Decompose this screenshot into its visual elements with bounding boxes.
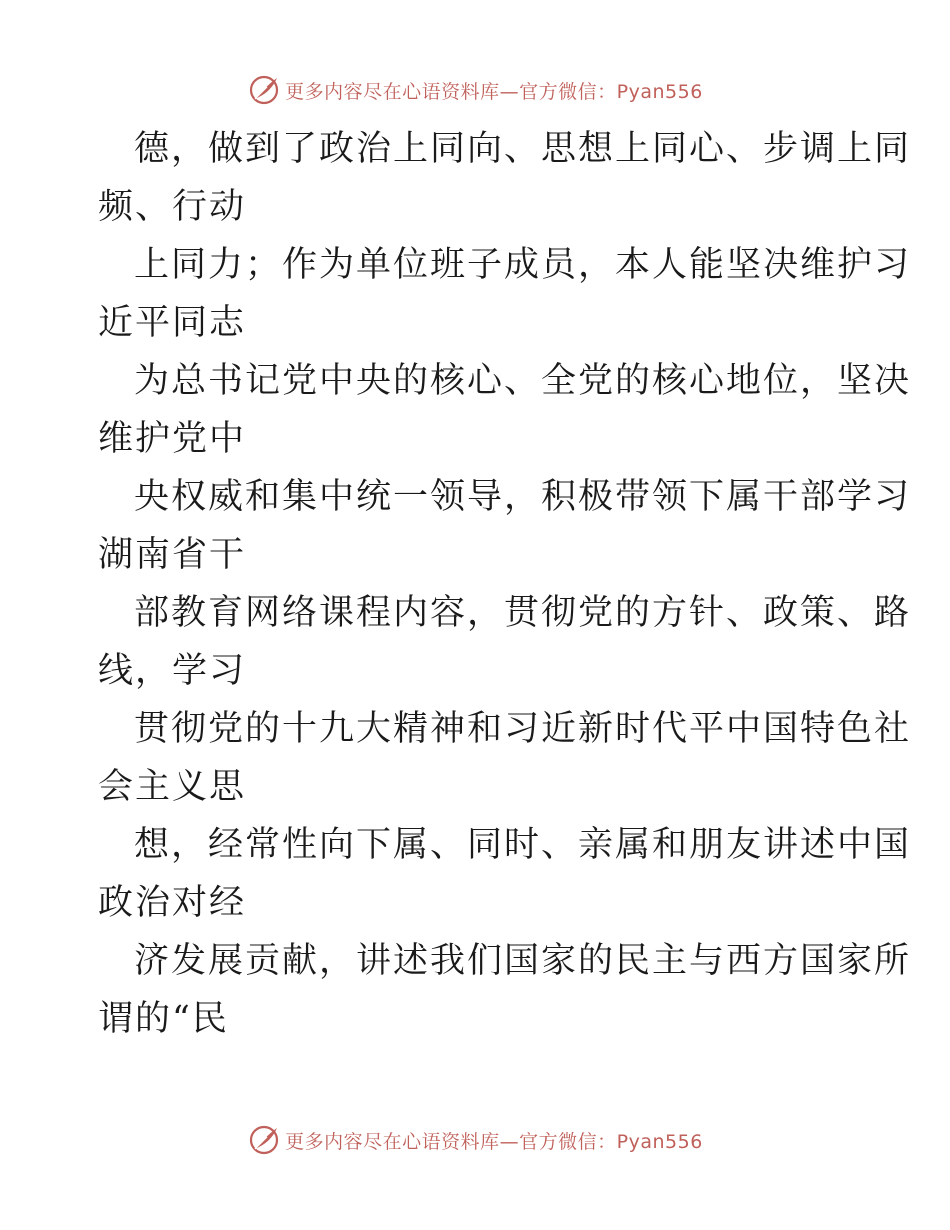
paragraph-line: 想，经常性向下属、同时、亲属和朋友讲述中国 <box>134 825 912 865</box>
header-watermark <box>0 70 950 110</box>
paragraph-line: 央权威和集中统一领导，积极带领下属干部学习 <box>134 477 912 517</box>
footer-watermark <box>0 1120 950 1160</box>
paragraph-line: 上同力；作为单位班子成员，本人能坚决维护习 <box>134 245 912 285</box>
document-body <box>98 120 912 1048</box>
paragraph <box>98 700 912 816</box>
paragraph <box>98 584 912 700</box>
paragraph <box>98 352 912 468</box>
paragraph-line: 会主义思 <box>98 767 247 807</box>
watermark-text: 更多内容尽在心语资料库—官方微信：Pyan556 <box>285 1130 703 1153</box>
paragraph-line: 频、行动 <box>98 187 247 227</box>
paragraph <box>98 120 912 236</box>
paragraph-line: 湖南省干 <box>98 535 247 575</box>
paragraph-line: 为总书记党中央的核心、全党的核心地位，坚决 <box>134 361 912 401</box>
paragraph-line: 贯彻党的十九大精神和习近新时代平中国特色社 <box>134 709 912 749</box>
paragraph-line: 德，做到了政治上同向、思想上同心、步调上同 <box>134 129 912 169</box>
paragraph <box>98 932 912 1048</box>
paragraph-line: 维护党中 <box>98 419 247 459</box>
paragraph-line: 政治对经 <box>98 883 247 923</box>
paragraph <box>98 468 912 584</box>
paragraph <box>98 236 912 352</box>
paragraph-line: 部教育网络课程内容，贯彻党的方针、政策、路 <box>134 593 912 633</box>
paragraph-line: 济发展贡献，讲述我们国家的民主与西方国家所 <box>134 941 912 981</box>
feather-pen-circle-icon <box>247 1123 281 1157</box>
watermark-text: 更多内容尽在心语资料库—官方微信：Pyan556 <box>285 80 703 103</box>
feather-pen-circle-icon <box>247 73 281 107</box>
paragraph-line: 谓的“民 <box>98 999 229 1039</box>
paragraph <box>98 816 912 932</box>
paragraph-line: 线，学习 <box>98 651 247 691</box>
paragraph-line: 近平同志 <box>98 303 247 343</box>
